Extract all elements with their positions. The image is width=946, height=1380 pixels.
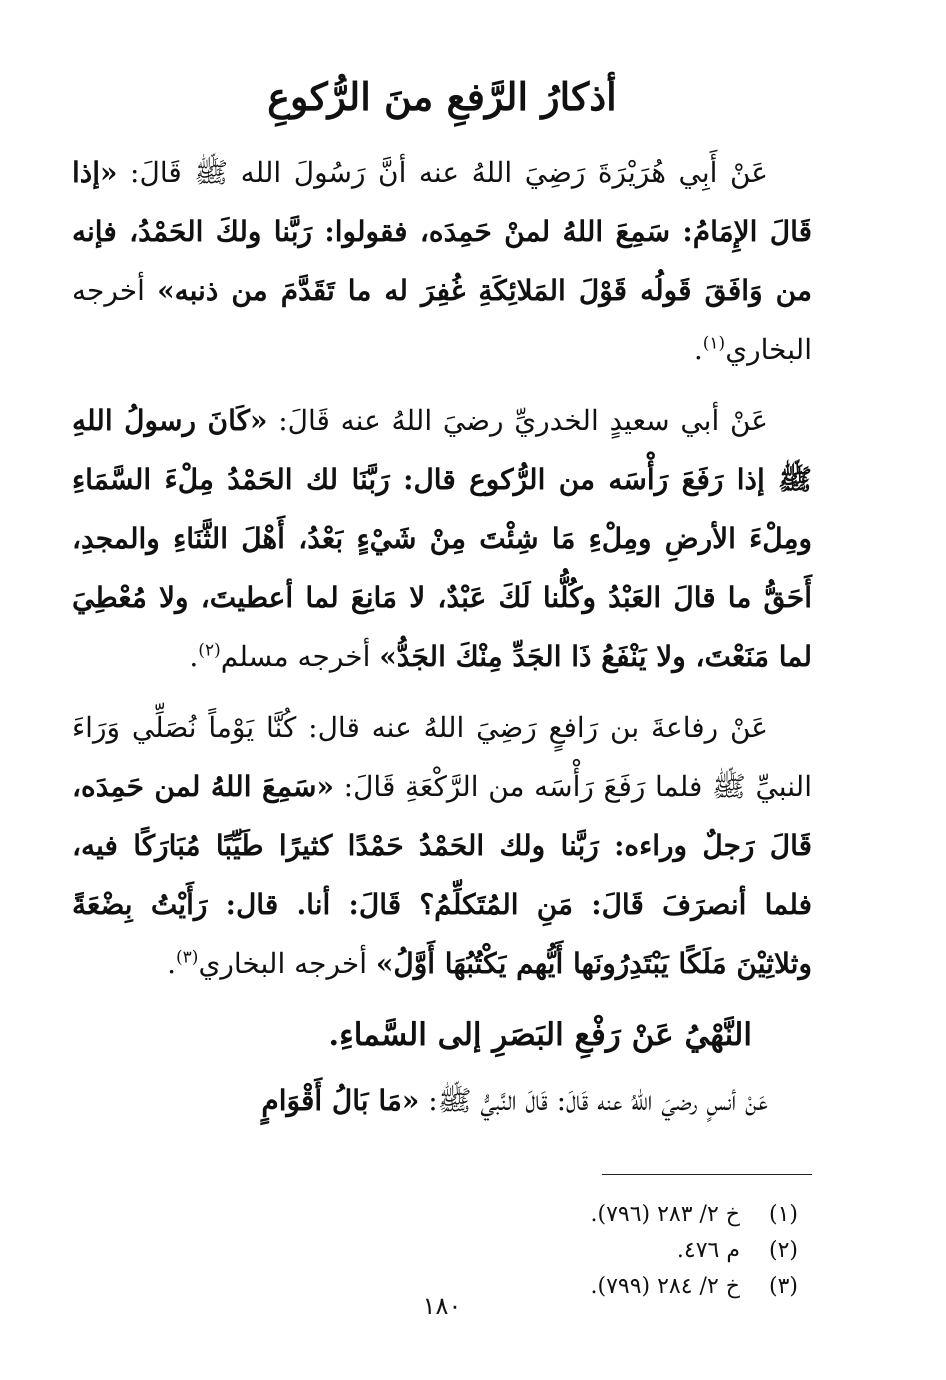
- hadith-quote: «إذا قَالَ الإِمَامُ: سَمِعَ اللهُ لمنْ حَمِدَه، فقولوا: رَبَّنا ولكَ الحَمْدُ، فإنه من وَافَقَ قَولُه قَوْلَ المَلائِكَةِ غُفِرَ له ما تَقَدَّمَ من ذنبه»: [72, 156, 812, 308]
- footnote-number: (١): [768, 1202, 798, 1228]
- section-subheading: النَّهْيُ عَنْ رَفْعِ البَصَرِ إلى السَّماءِ.: [328, 1017, 752, 1054]
- page: [72, 60, 812, 1360]
- narration-intro: عَنْ رفاعةَ بن رَافعٍ رَضِيَ اللهُ عنه قال: كُنَّا يَوْماً نُصَلِّي وَرَاءَ النبيِّ ﷺ فلما رَفَعَ رَأْسَه من الرَّكْعَةِ قَالَ:: [72, 711, 812, 804]
- footnote-text: خ ٢/ ٢٨٤ (٧٩٩).: [590, 1274, 740, 1300]
- footnote-ref: (٣): [176, 948, 199, 969]
- footnote-ref: (٢): [198, 641, 221, 662]
- hadith-source: أخرجه مسلم: [220, 640, 380, 674]
- footnotes: [72, 1197, 812, 1305]
- hadith-paragraph-3: [72, 698, 812, 993]
- sentence-end: .: [167, 947, 177, 981]
- narration-intro: عَنْ أبي سعيدٍ الخدريِّ رضيَ اللهُ عنه قَالَ:: [267, 404, 768, 438]
- hadith-paragraph-4: [72, 1071, 812, 1130]
- footnote-text: م ٤٧٦.: [676, 1238, 740, 1264]
- footnote-divider: [602, 1174, 812, 1175]
- footnote-item: [72, 1197, 812, 1233]
- narration-intro: عَنْ أنسٍ رضيَ اللهُ عنه قَالَ: قَالَ النَّبيُّ ﷺ:: [419, 1084, 768, 1118]
- footnote-item: [72, 1233, 812, 1269]
- page-number: ١٨٠: [422, 1292, 462, 1320]
- footnote-number: (٢): [768, 1238, 798, 1264]
- hadith-paragraph-2: [72, 391, 812, 686]
- footnote-number: (٣): [768, 1274, 798, 1300]
- sentence-end: .: [693, 333, 703, 367]
- hadith-quote: «كَانَ رسولُ اللهِ ﷺ إذا رَفَعَ رَأْسَه من الرُّكوع قال: رَبَّنَا لك الحَمْدُ مِلْءَ السَّمَاءِ ومِلْءَ الأرضِ ومِلْءِ مَا شِئْتَ مِنْ شَيْءٍ بَعْدُ، أَهْلَ الثَّنَاءِ والمجدِ، أَحَقُّ ما قالَ العَبْدُ وكُلُّنا لَكَ عَبْدٌ، لا مَانِعَ لما أعطيتَ، ولا مُعْطِيَ لما مَنَعْتَ، ولا يَنْفَعُ ذَا الجَدِّ مِنْكَ الجَدُّ»: [72, 404, 812, 674]
- hadith-quote: «سَمِعَ اللهُ لمن حَمِدَه، قَالَ رَجلٌ وراءه: رَبَّنا ولك الحَمْدُ حَمْدًا كثيرًا طَيِّبًا مُبَارَكًا فيه، فلما أنصرَفَ قَالَ: مَنِ المُتَكلِّمُ؟ قَالَ: أنا. قال: رَأَيْتُ بِضْعَةً وثلاثِيْنَ مَلَكًا يَبْتَدِرُونَها أَيُّهم يَكْتُبُهَا أَوَّلُ»: [72, 770, 812, 981]
- hadith-source: أخرجه البخاري: [198, 947, 376, 981]
- sentence-end: .: [189, 640, 199, 674]
- hadith-paragraph-1: [72, 143, 812, 379]
- narration-intro: عَنْ أَبِي هُرَيْرَةَ رَضِيَ اللهُ عنه أنَّ رَسُولَ الله ﷺ قَالَ:: [117, 156, 768, 190]
- hadith-source: أخرجه البخاري: [72, 274, 812, 367]
- hadith-quote: «مَا بَالُ أَقْوَامٍ: [261, 1084, 420, 1118]
- page-title: أذكارُ الرَّفعِ منَ الرُّكوعِ: [267, 74, 617, 119]
- footnote-ref: (١): [702, 334, 726, 355]
- footnote-text: خ ٢/ ٢٨٣ (٧٩٦).: [590, 1202, 740, 1228]
